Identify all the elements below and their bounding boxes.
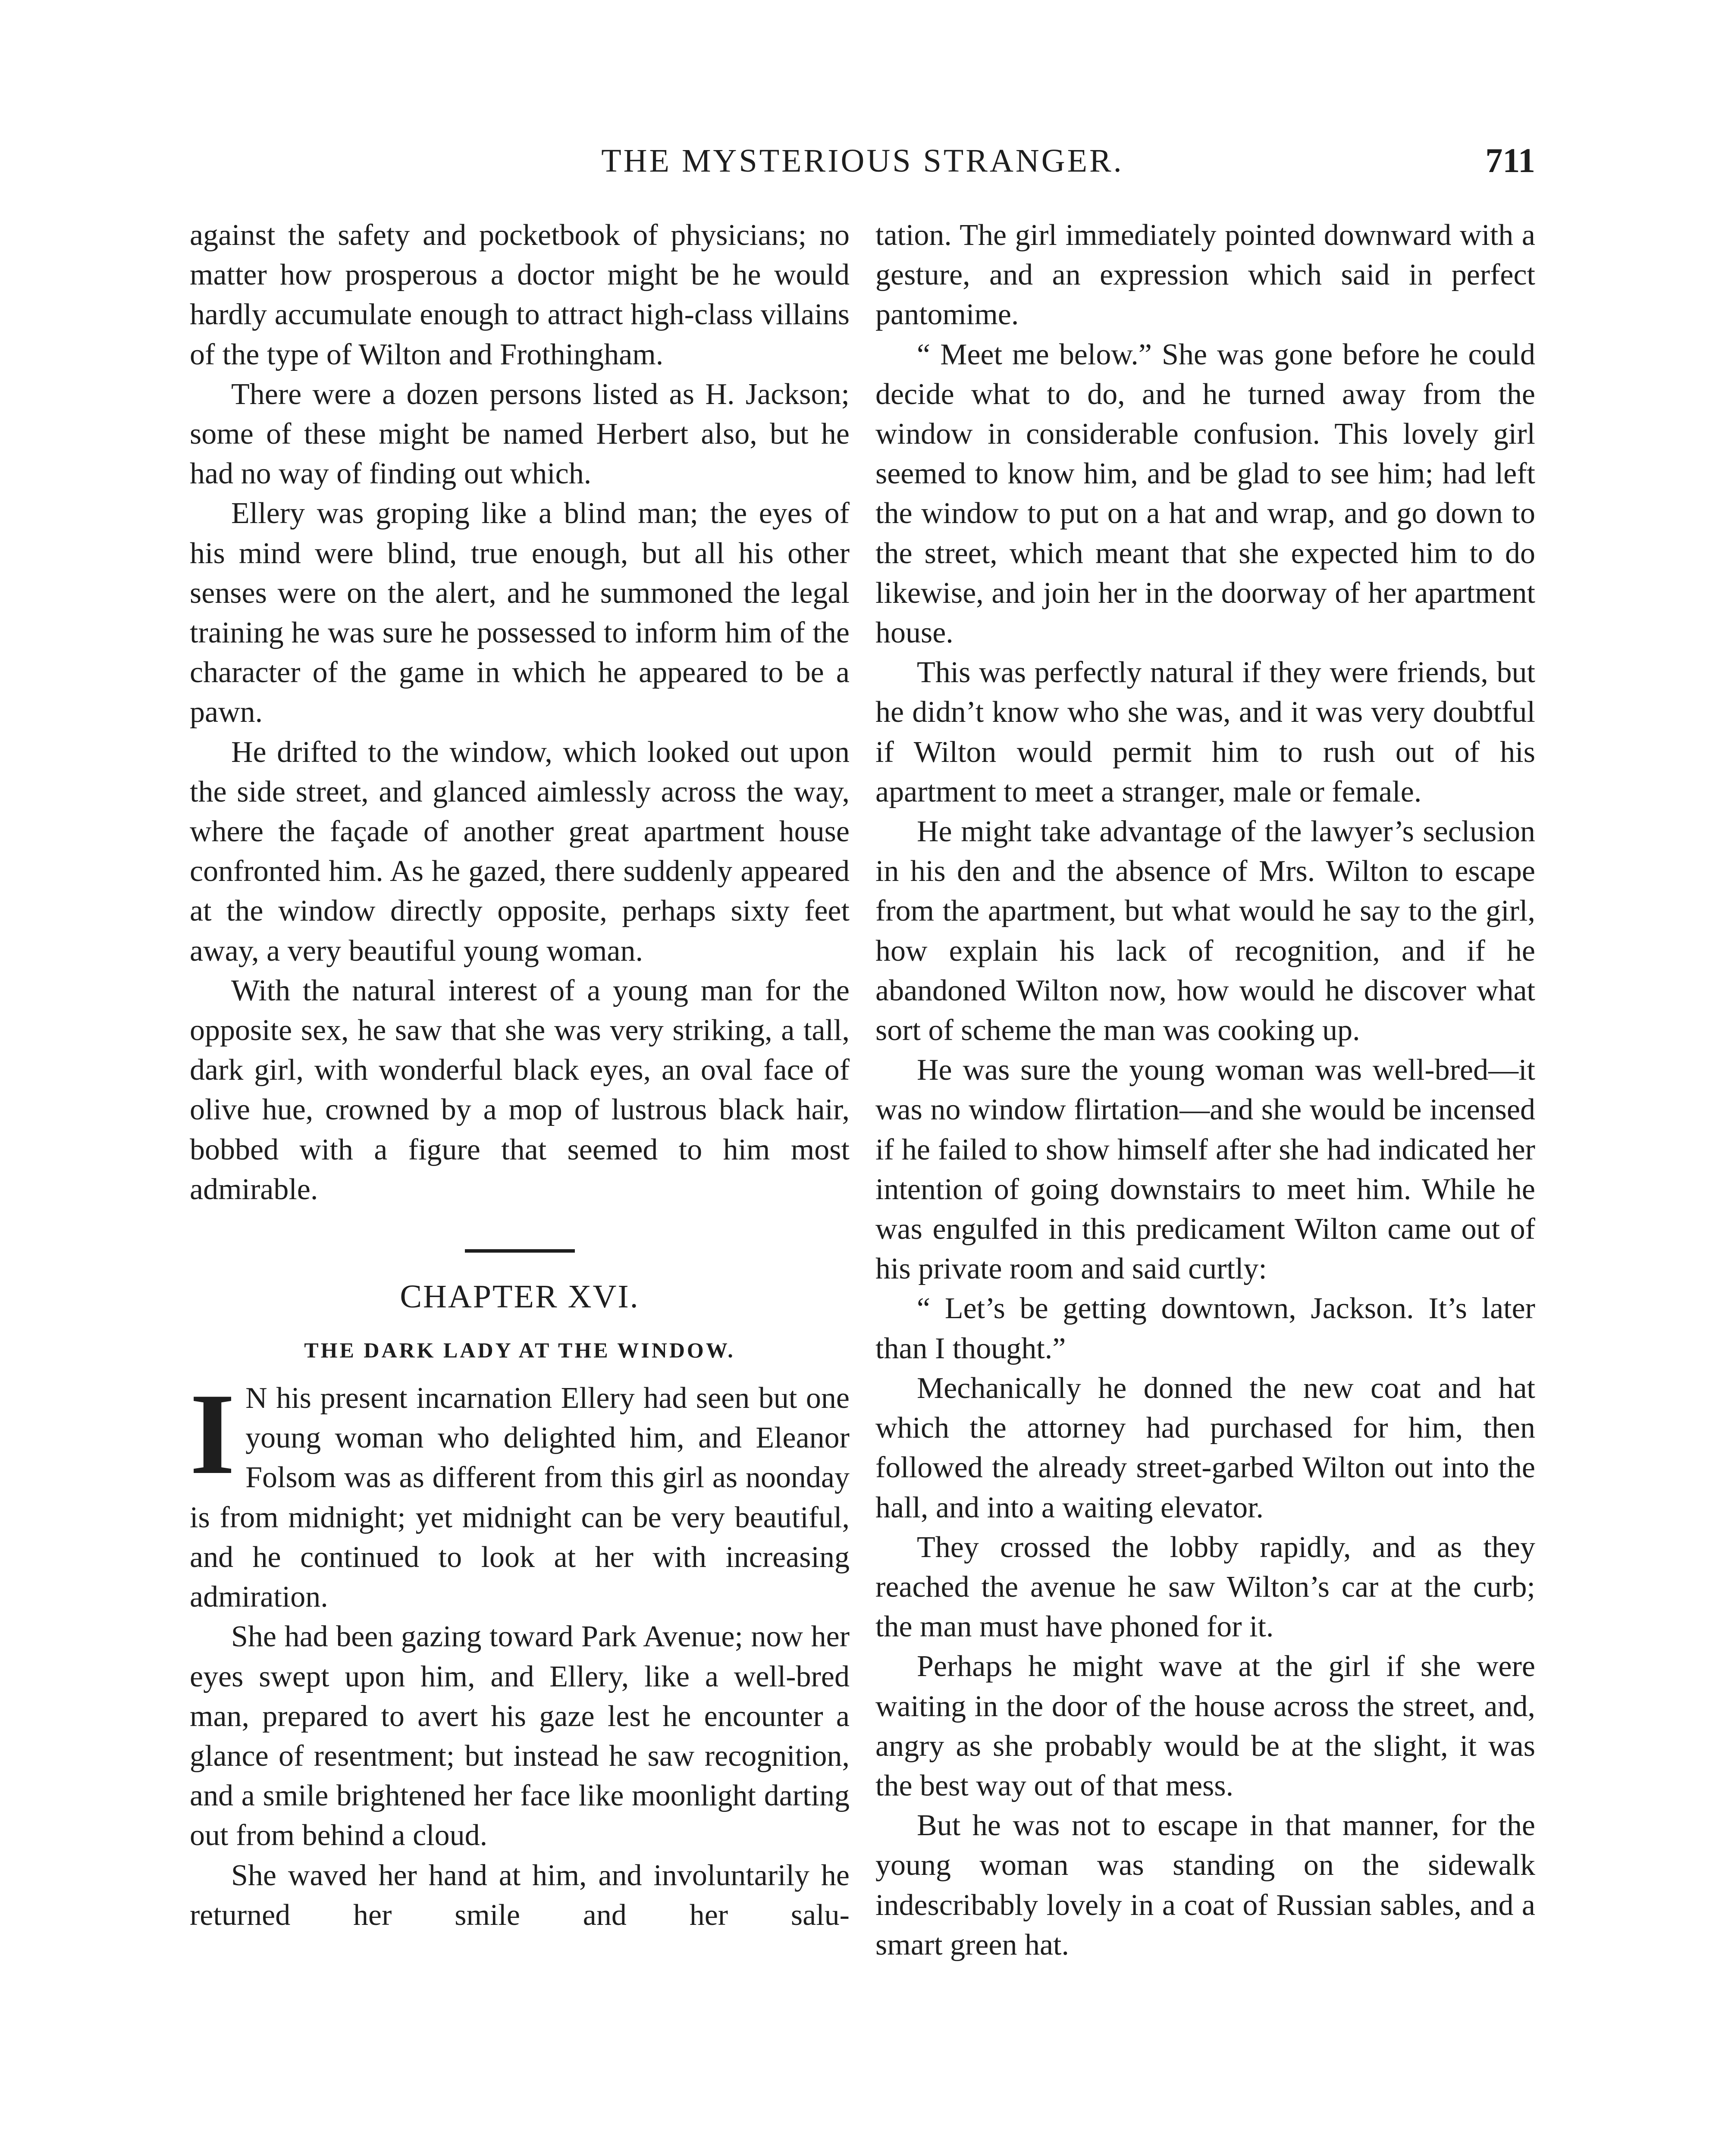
- paragraph: “ Meet me below.” She was gone before he could decide what to do, and he turned away from the window in considerable confusion. This lovely girl seemed to know him, and be glad to see him; had left the window to put on a hat and wrap, and go down to the street, which meant that she expected him to do likewise, and join her in the doorway of her apartment house.: [875, 338, 1535, 650]
- chapter-opening-text: N his present incarnation Ellery had seen but one young woman who delighted him, and Eleanor Folsom was as different from this girl as noonday is from midnight; yet midnight can be very beautiful, and he continued to look at her with increasing admiration.: [190, 1382, 850, 1614]
- paragraph: Mechanically he donned the new coat and hat which the attorney had purchased for him, then followed the already street-garbed Wilton out into the hall, and into a waiting elevator.: [875, 1371, 1535, 1524]
- running-head: [190, 137, 1535, 185]
- chapter-opening-paragraph: [190, 1369, 850, 1617]
- paragraph: against the safety and pocketbook of physicians; no matter how prosperous a doctor might be he would hardly accumulate enough to attract high-class villains of the type of Wilton and Frothingham.: [190, 219, 850, 371]
- page-number: 711: [1485, 142, 1535, 180]
- paragraph: She waved her hand at him, and involuntarily he returned her smile and her salu-: [190, 1858, 850, 1932]
- paragraph: They crossed the lobby rapidly, and as they reached the avenue he saw Wilton’s car at the curb; the man must have phoned for it.: [875, 1530, 1535, 1644]
- paragraph: He was sure the young woman was well-bred—it was no window flirtation—and she would be incensed if he failed to show himself after she had indicated her intention of going downstairs to meet him. While he was engulfed in this predicament Wilton came out of his private room and said curtly:: [875, 1053, 1535, 1286]
- paragraph: Ellery was groping like a blind man; the eyes of his mind were blind, true enough, but all his other senses were on the alert, and he summoned the legal training he was sure he possessed to inform him of the character of the game in which he appeared to be a pawn.: [190, 497, 850, 729]
- left-column: [190, 216, 850, 2156]
- drop-cap: I: [190, 1369, 235, 1499]
- paragraph: There were a dozen persons listed as H. Jackson; some of these might be named Herbert also, but he had no way of finding out which.: [190, 377, 850, 491]
- paragraph: He drifted to the window, which looked out upon the side street, and glanced aimlessly across the way, where the façade of another great apartment house confronted him. As he gazed, there suddenly appeared at the window directly opposite, perhaps sixty feet away, a very beautiful young woman.: [190, 735, 850, 968]
- paragraph: With the natural interest of a young man for the opposite sex, he saw that she was very striking, a tall, dark girl, with wonderful black eyes, an oval face of olive hue, crowned by a mop of lustrous black hair, bobbed with a figure that seemed to him most admirable.: [190, 974, 850, 1206]
- chapter-subtitle: THE DARK LADY AT THE WINDOW.: [304, 1338, 735, 1363]
- paragraph: He might take advantage of the lawyer’s seclusion in his den and the absence of Mrs. Wilton to escape from the apartment, but what would he say to the girl, how explain his lack of recognition, and if he abandoned Wilton now, how would he discover what sort of scheme the man was cooking up.: [875, 815, 1535, 1047]
- paragraph: This was perfectly natural if they were friends, but he didn’t know who she was, and it was very doubtful if Wilton would permit him to rush out of his apartment to meet a stranger, male or female.: [875, 656, 1535, 808]
- running-title: THE MYSTERIOUS STRANGER.: [601, 143, 1124, 179]
- paragraph: “ Let’s be getting downtown, Jackson. It’s later than I thought.”: [875, 1292, 1535, 1365]
- paragraph-continuation: tation. The girl immediately pointed downward with a gesture, and an expression which said in perfect pantomime.: [875, 219, 1535, 332]
- chapter-divider-rule: [465, 1249, 575, 1253]
- chapter-heading: CHAPTER XVI.: [400, 1279, 640, 1315]
- paragraph: She had been gazing toward Park Avenue; now her eyes swept upon him, and Ellery, like a well-bred man, prepared to avert his gaze lest he encounter a glance of resentment; but instead he saw recognition, and a smile brightened her face like moonlight darting out from behind a cloud.: [190, 1620, 850, 1852]
- paragraph: But he was not to escape in that manner, for the young woman was standing on the sidewalk indescribably lovely in a coat of Russian sables, and a smart green hat.: [875, 1809, 1535, 1962]
- paragraph: Perhaps he might wave at the girl if she were waiting in the door of the house across the street, and, angry as she probably would be at the slight, it was the best way out of that mess.: [875, 1650, 1535, 1802]
- right-column: [875, 216, 1535, 2156]
